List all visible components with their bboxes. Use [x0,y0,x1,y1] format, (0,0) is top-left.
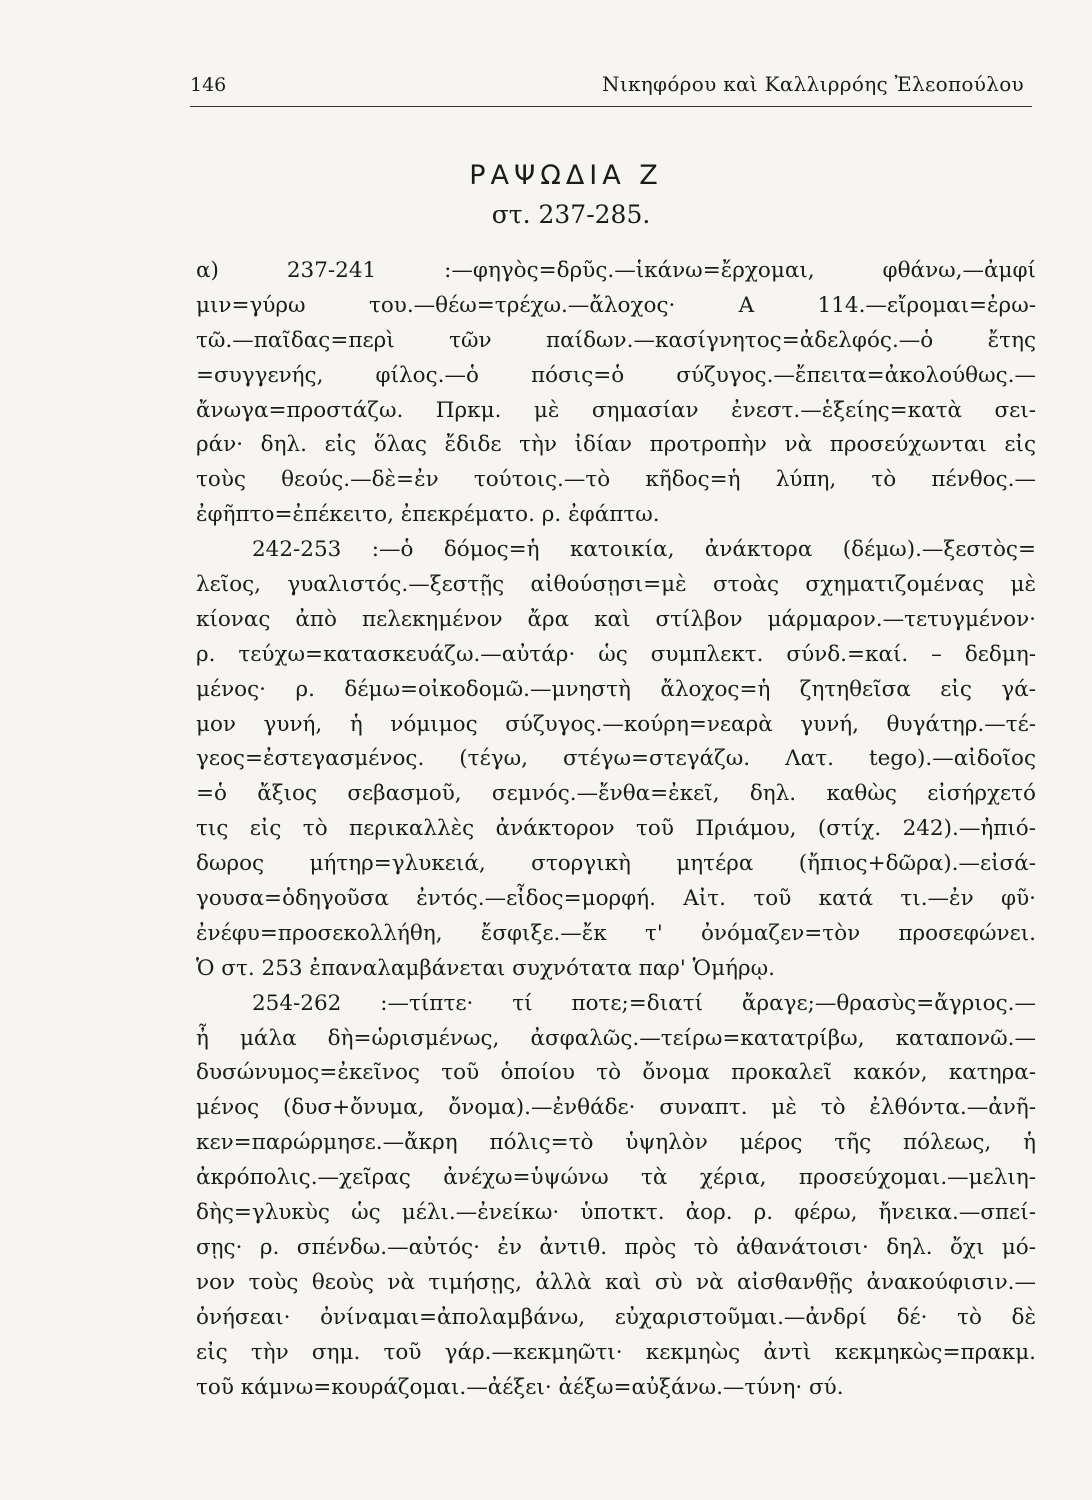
text-line: εἰς τὴν σημ. τοῦ γάρ.—κεκμηῶτι· κεκμηὼς ἀντὶ κεκμηκὼς=πρακμ. [196,1339,1036,1365]
text-line: μον γυνή, ἡ νόμιμος σύζυγος.—κούρη=νεαρὰ γυνή, θυγάτηρ.—τέ- [196,711,1036,737]
text-line: τοῦ κάμνω=κουράζομαι.—ἀέξει· ἀέξω=αὐξάνω.—τύνη· σύ. [196,1374,844,1400]
running-head: Νικηφόρου καὶ Καλλιρρόης Ἐλεοπούλου [602,72,1024,96]
text-line: δωρος μήτηρ=γλυκειά, στοργικὴ μητέρα (ἤπιος+δῶρα).—εἰσά- [196,851,1036,877]
text-line: ὀνήσεαι· ὀνίναμαι=ἀπολαμβάνω, εὐχαριστοῦμαι.—ἀνδρί δέ· τὸ δὲ [196,1304,1036,1330]
text-line: τοὺς θεούς.—δὲ=ἐν τούτοις.—τὸ κῆδος=ἡ λύπη, τὸ πένθος.— [196,467,1036,493]
text-line: ἀκρόπολις.—χεῖρας ἀνέχω=ὑψώνω τὰ χέρια, προσεύχομαι.—μελιη- [196,1165,1036,1191]
text-line: ἐφῆπτο=ἐπέκειτο, ἐπεκρέματο. ρ. ἐφάπτω. [196,502,660,528]
text-line: νον τοὺς θεοὺς νὰ τιμήσῃς, ἀλλὰ καὶ σὺ νὰ αἰσθανθῇς ἀνακούφισιν.— [196,1269,1036,1295]
text-line: ρ. τεύχω=κατασκευάζω.—αὐτάρ· ὡς συμπλεκτ. σύνδ.=καί. – δεδμη- [196,641,1036,667]
verses-reference: στ. 237-285. [491,200,651,229]
text-line: τις εἰς τὸ περικαλλὲς ἀνάκτορον τοῦ Πριάμου, (στίχ. 242).—ἠπιό- [196,816,1036,842]
page-header [190,72,1032,107]
text-line: =ὁ ἄξιος σεβασμοῦ, σεμνός.—ἔνθα=ἐκεῖ, δηλ. καθὼς εἰσήρχετό [196,781,1036,807]
commentary-text [196,254,1036,1405]
text-line: κεν=παρώρμησε.—ἄκρη πόλις=τὸ ὑψηλὸν μέρος τῆς πόλεως, ἡ [196,1130,1036,1156]
page-number: 146 [190,74,227,96]
text-line: μιν=γύρω του.—θέω=τρέχω.—ἄλοχος· Α 114.—εἴρομαι=ἐρω- [196,292,1036,318]
text-line: μένος (δυσ+ὄνυμα, ὄνομα).—ἐνθάδε· συναπτ. μὲ τὸ ἐλθόντα.—ἀνῆ- [196,1095,1036,1121]
text-line: δυσώνυμος=ἐκεῖνος τοῦ ὁποίου τὸ ὄνομα προκαλεῖ κακόν, κατηρα- [196,1060,1036,1086]
text-line: γουσα=ὁδηγοῦσα ἐντός.—εἶδος=μορφή. Αἰτ. τοῦ κατά τι.—ἐν φῦ· [196,886,1036,912]
text-line: δὴς=γλυκὺς ὡς μέλι.—ἐνείκω· ὑποτκτ. ἀορ. ρ. φέρω, ἤνεικα.—σπεί- [196,1200,1036,1226]
text-line: Ὁ στ. 253 ἐπαναλαμβάνεται συχνότατα παρ' Ὁμήρῳ. [196,955,775,981]
text-line: τῶ.—παῖδας=περὶ τῶν παίδων.—κασίγνητος=ἀδελφός.—ὁ ἔτης [196,327,1036,353]
text-line: 254-262 :—τίπτε· τί ποτε;=διατί ἄραγε;—θρασὺς=ἄγριος.— [252,990,1036,1016]
text-line: σῃς· ρ. σπένδω.—αὐτός· ἐν ἀντιθ. πρὸς τὸ ἀθανάτοισι· δηλ. ὄχι μό- [196,1234,1036,1260]
text-line: κίονας ἀπὸ πελεκημένον ἄρα καὶ στίλβον μάρμαρον.—τετυγμένον· [196,606,1036,632]
text-line: =συγγενής, φίλος.—ὁ πόσις=ὁ σύζυγος.—ἔπειτα=ἀκολούθως.— [196,362,1036,388]
text-line: α) 237-241 :—φηγὸς=δρῦς.—ἱκάνω=ἔρχομαι, φθάνω,—ἀμφί [196,258,1036,283]
text-line: ἐνέφυ=προσεκολλήθη, ἔσφιξε.—ἔκ τ' ὀνόμαζεν=τὸν προσεφώνει. [196,920,1036,946]
text-line: ράν· δηλ. εἰς ὅλας ἔδιδε τὴν ἰδίαν προτροπὴν νὰ προσεύχωνται εἰς [196,432,1036,458]
text-line: ἄνωγα=προστάζω. Πρκμ. μὲ σημασίαν ἐνεστ.—ἑξείης=κατὰ σει- [196,397,1036,423]
text-line: μένος· ρ. δέμω=οἰκοδομῶ.—μνηστὴ ἄλοχος=ἡ ζητηθεῖσα εἰς γά- [196,676,1036,702]
chapter-title: ΡΑΨΩΔΙΑ Ζ [469,160,663,191]
text-line: 242-253 :—ὁ δόμος=ἡ κατοικία, ἀνάκτορα (δέμω).—ξεστὸς= [252,537,1036,563]
text-line: λεῖος, γυαλιστός.—ξεστῇς αἰθούσῃσι=μὲ στοὰς σχηματιζομένας μὲ [196,572,1036,598]
text-line: ἦ μάλα δὴ=ὡρισμένως, ἀσφαλῶς.—τείρω=κατατρίβω, καταπονῶ.— [196,1025,1036,1051]
text-line: γεος=ἐστεγασμένος. (τέγω, στέγω=στεγάζω. Λατ. tego).—αἰδοῖος [196,746,1036,772]
